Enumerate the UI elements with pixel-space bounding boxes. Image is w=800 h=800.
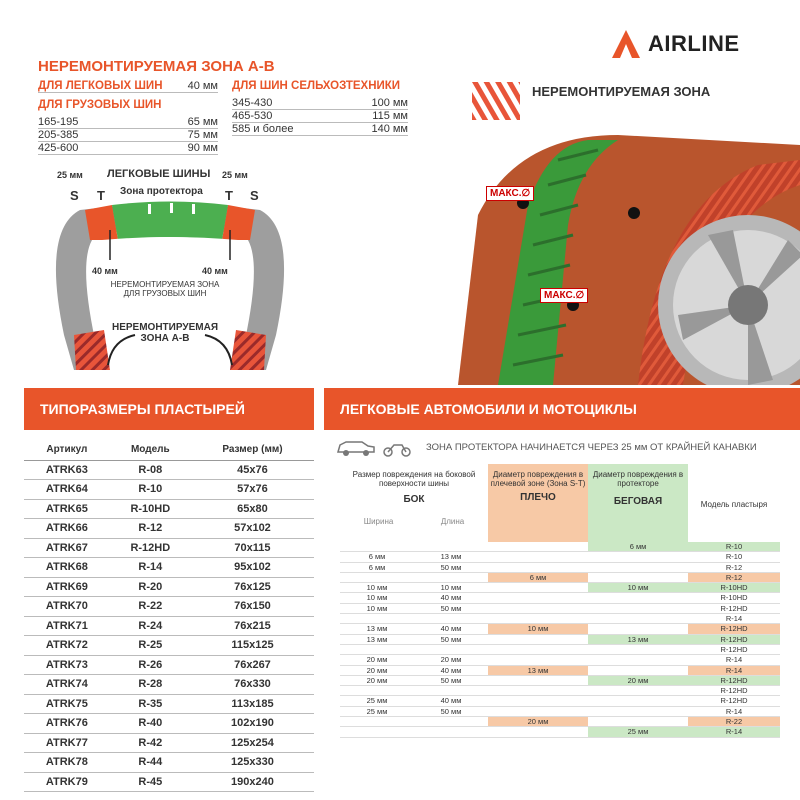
cell-t: 20 мм — [588, 676, 688, 685]
cell-article: ATRK70 — [24, 597, 110, 617]
agri-row: 345-430 100 мм — [232, 97, 408, 109]
cell-m: R-14 — [725, 655, 743, 665]
tread-zone-label: Зона протектора — [120, 186, 203, 197]
patch-row — [24, 655, 314, 675]
head-shoulder: Диаметр повреждения в плечевой зоне (Зона S-T) ПЛЕЧО — [488, 464, 588, 542]
cell-article: ATRK74 — [24, 675, 110, 695]
cell-w: 10 мм — [366, 593, 388, 603]
damage-row — [340, 655, 780, 665]
cell-article: ATRK73 — [24, 655, 110, 675]
cell-model: R-35 — [110, 694, 191, 714]
cell-size: 76x150 — [191, 597, 314, 617]
cell-s — [488, 593, 588, 602]
patch-row — [24, 772, 314, 792]
cell-model: R-45 — [110, 772, 191, 792]
cell-size: 76x267 — [191, 655, 314, 675]
cell-l — [414, 573, 488, 582]
cell-s — [488, 604, 588, 613]
cell-t: 25 мм — [588, 727, 688, 736]
cell-t — [588, 686, 688, 695]
truck-table — [38, 116, 218, 155]
airline-logo-icon — [610, 28, 642, 60]
patch-row — [24, 733, 314, 753]
cell-m: R-12HD — [720, 644, 748, 654]
cell-t — [588, 563, 688, 572]
cell-l: 40 мм — [440, 624, 462, 634]
cell-size: 190x240 — [191, 772, 314, 792]
damage-row — [340, 707, 780, 717]
cell-article: ATRK67 — [24, 538, 110, 558]
cell-s — [488, 727, 588, 736]
logo-text: AIRLINE — [648, 31, 740, 56]
cell-l — [414, 614, 488, 623]
patch-row — [24, 636, 314, 656]
cell-s — [488, 563, 588, 572]
truck-row: 425-600 90 мм — [38, 142, 218, 154]
cell-s: 6 мм — [488, 573, 588, 582]
cell-model: R-12 — [110, 519, 191, 539]
cell-l — [414, 717, 488, 726]
cell-w — [340, 645, 414, 654]
cell-w — [340, 573, 414, 582]
agri-row: 585 и более 140 мм — [232, 123, 408, 135]
cell-t — [588, 614, 688, 623]
cell-l: 50 мм — [440, 634, 462, 644]
shoulder-tag: ПЛЕЧО — [520, 492, 556, 503]
cell-w: 25 мм — [366, 706, 388, 716]
cell-m: R-10HD — [720, 593, 748, 603]
cell-m: R-12 — [688, 573, 780, 582]
cell-model: R-40 — [110, 714, 191, 734]
cell-model: R-42 — [110, 733, 191, 753]
cell-s — [488, 542, 588, 551]
patch-row — [24, 519, 314, 539]
passenger-value: 40 мм — [187, 80, 218, 92]
cell-s — [488, 645, 588, 654]
col-size: Размер (мм) — [191, 440, 314, 460]
tread-tag: БЕГОВАЯ — [613, 496, 663, 507]
cell-w: 20 мм — [366, 655, 388, 665]
cell-t — [588, 707, 688, 716]
cell-w: 6 мм — [368, 552, 386, 562]
cell-s — [488, 707, 588, 716]
max-label-1: МАКС.∅ — [486, 186, 534, 201]
cell-model: R-25 — [110, 636, 191, 656]
cell-w — [340, 542, 414, 551]
cell-s — [488, 583, 588, 592]
cell-l: 13 мм — [440, 552, 462, 562]
cell-model: R-12HD — [110, 538, 191, 558]
patch-row — [24, 616, 314, 636]
damage-row — [340, 573, 780, 583]
cell-s — [488, 676, 588, 685]
patch-sizes-table — [24, 440, 314, 792]
cell-m: R-14 — [725, 706, 743, 716]
mm40-left: 40 мм — [92, 266, 118, 276]
cell-article: ATRK71 — [24, 616, 110, 636]
cell-t — [588, 666, 688, 675]
cell-w — [340, 717, 414, 726]
cell-model: R-26 — [110, 655, 191, 675]
banner-patch-sizes: ТИПОРАЗМЕРЫ ПЛАСТЫРЕЙ — [24, 388, 314, 430]
cell-model: R-08 — [110, 460, 191, 480]
patch-row — [24, 753, 314, 773]
patch-row — [24, 460, 314, 480]
cell-t: 10 мм — [588, 583, 688, 592]
cell-w: 20 мм — [366, 665, 388, 675]
cell-t — [588, 593, 688, 602]
cell-article: ATRK77 — [24, 733, 110, 753]
cell-t — [588, 696, 688, 705]
cell-l: 50 мм — [440, 562, 462, 572]
cell-size: 76x215 — [191, 616, 314, 636]
passenger-label: ДЛЯ ЛЕГКОВЫХ ШИН — [38, 80, 163, 92]
cell-m: R-10HD — [688, 583, 780, 592]
cell-size: 115x125 — [191, 636, 314, 656]
cell-size: 76x125 — [191, 577, 314, 597]
cell-m: R-14 — [688, 727, 780, 736]
head-side: Размер повреждения на боковой поверхности шины БОК Ширина Длина — [340, 464, 488, 542]
cell-s — [488, 696, 588, 705]
cell-m: R-12HD — [688, 635, 780, 644]
cell-m: R-14 — [725, 614, 743, 624]
cell-model: R-28 — [110, 675, 191, 695]
truck-row: 205-385 75 мм — [38, 129, 218, 141]
cell-m: R-12HD — [720, 603, 748, 613]
cell-t — [588, 645, 688, 654]
cell-l: 20 мм — [440, 655, 462, 665]
damage-row — [340, 696, 780, 706]
cell-article: ATRK64 — [24, 480, 110, 500]
max-label-2: МАКС.∅ — [540, 288, 588, 303]
cell-model: R-44 — [110, 753, 191, 773]
damage-row — [340, 604, 780, 614]
damage-row — [340, 686, 780, 696]
cell-m: R-12 — [725, 562, 743, 572]
damage-row — [340, 666, 780, 676]
cell-article: ATRK68 — [24, 558, 110, 578]
cell-article: ATRK78 — [24, 753, 110, 773]
cell-t — [588, 624, 688, 633]
cell-t — [588, 552, 688, 561]
cell-w — [340, 614, 414, 623]
cell-size: 76x330 — [191, 675, 314, 695]
damage-table — [340, 464, 780, 782]
patch-row — [24, 499, 314, 519]
cell-size: 57x76 — [191, 480, 314, 500]
cell-l: 10 мм — [440, 583, 462, 593]
mm25-left: 25 мм — [57, 170, 83, 180]
damage-table-body — [340, 542, 780, 738]
s-left: S — [70, 188, 79, 203]
damage-row — [340, 593, 780, 603]
banner-passenger-moto: ЛЕГКОВЫЕ АВТОМОБИЛИ И МОТОЦИКЛЫ — [324, 388, 800, 430]
patch-row — [24, 480, 314, 500]
cell-s: 13 мм — [488, 666, 588, 675]
cell-s — [488, 686, 588, 695]
damage-row — [340, 614, 780, 624]
cell-m: R-12HD — [720, 686, 748, 696]
cell-size: 125x330 — [191, 753, 314, 773]
cell-s — [488, 614, 588, 623]
agri-table — [232, 97, 408, 136]
cell-l — [414, 542, 488, 551]
t-right: T — [225, 188, 233, 203]
cell-t — [588, 655, 688, 664]
cell-w: 10 мм — [366, 583, 388, 593]
damage-row — [340, 727, 780, 737]
cell-s — [488, 552, 588, 561]
cell-size: 70x115 — [191, 538, 314, 558]
cell-size: 65x80 — [191, 499, 314, 519]
s-right: S — [250, 188, 259, 203]
cell-article: ATRK66 — [24, 519, 110, 539]
cell-article: ATRK72 — [24, 636, 110, 656]
cell-m: R-12HD — [720, 696, 748, 706]
damage-row — [340, 583, 780, 593]
cell-s — [488, 635, 588, 644]
cell-t — [588, 717, 688, 726]
cell-w: 13 мм — [366, 634, 388, 644]
cell-w: 6 мм — [368, 562, 386, 572]
damage-row — [340, 635, 780, 645]
patch-row — [24, 577, 314, 597]
cell-l: 50 мм — [440, 706, 462, 716]
passenger-title: ЛЕГКОВЫЕ ШИНЫ — [107, 168, 211, 180]
cell-l: 40 мм — [440, 665, 462, 675]
cell-w — [340, 727, 414, 736]
cell-t: 13 мм — [588, 635, 688, 644]
cell-s: 10 мм — [488, 624, 588, 633]
cell-w: 13 мм — [366, 624, 388, 634]
mm40-right: 40 мм — [202, 266, 228, 276]
cell-l — [414, 686, 488, 695]
damage-row — [340, 645, 780, 655]
cell-size: 102x190 — [191, 714, 314, 734]
cell-article: ATRK63 — [24, 460, 110, 480]
car-moto-icon — [336, 436, 412, 458]
cell-article: ATRK69 — [24, 577, 110, 597]
patch-row — [24, 538, 314, 558]
cell-article: ATRK76 — [24, 714, 110, 734]
cell-w: 20 мм — [366, 675, 388, 685]
col-article: Артикул — [24, 440, 110, 460]
cell-m: R-12HD — [688, 624, 780, 633]
nonrepair-legend-swatch — [472, 82, 520, 120]
damage-row — [340, 552, 780, 562]
cell-size: 113x185 — [191, 694, 314, 714]
cell-article: ATRK65 — [24, 499, 110, 519]
mm25-right: 25 мм — [222, 170, 248, 180]
cell-model: R-22 — [110, 597, 191, 617]
truck-label: ДЛЯ ГРУЗОВЫХ ШИН — [38, 99, 162, 111]
cell-t — [588, 573, 688, 582]
tire-illustration — [458, 125, 800, 385]
passenger-row — [38, 80, 218, 93]
cell-model: R-20 — [110, 577, 191, 597]
t-left: T — [97, 188, 105, 203]
cell-l: 50 мм — [440, 603, 462, 613]
damage-row — [340, 676, 780, 686]
patch-row — [24, 558, 314, 578]
truck-zone-label: НЕРЕМОНТИРУЕМАЯ ЗОНА ДЛЯ ГРУЗОВЫХ ШИН — [110, 280, 220, 298]
cell-article: ATRK79 — [24, 772, 110, 792]
damage-row — [340, 717, 780, 727]
right-note: ЗОНА ПРОТЕКТОРА НАЧИНАЕТСЯ ЧЕРЕЗ 25 мм ОТ КРАЙНЕЙ КАНАВКИ — [426, 442, 757, 453]
nonrepair-ab-label: НЕРЕМОНТИРУЕМАЯ ЗОНА А-В — [111, 322, 219, 344]
agri-label: ДЛЯ ШИН СЕЛЬХОЗТЕХНИКИ — [232, 80, 401, 92]
cell-l: 50 мм — [440, 675, 462, 685]
truck-row: 165-195 65 мм — [38, 116, 218, 128]
cell-l — [414, 645, 488, 654]
cell-model: R-24 — [110, 616, 191, 636]
length-col: Длина — [440, 517, 465, 526]
cell-size: 57x102 — [191, 519, 314, 539]
cell-size: 95x102 — [191, 558, 314, 578]
cell-l: 40 мм — [440, 593, 462, 603]
cell-t: 6 мм — [588, 542, 688, 551]
head-model: Модель пластыря — [700, 500, 768, 509]
cell-w: 10 мм — [366, 603, 388, 613]
cell-w — [340, 686, 414, 695]
damage-row — [340, 563, 780, 573]
cell-s — [488, 655, 588, 664]
agri-row: 465-530 115 мм — [232, 110, 408, 122]
airline-logo — [610, 26, 780, 62]
cell-size: 45x76 — [191, 460, 314, 480]
patch-row — [24, 597, 314, 617]
cell-m: R-14 — [688, 666, 780, 675]
head-tread: Диаметр повреждения в протекторе БЕГОВАЯ — [588, 464, 688, 542]
col-model: Модель — [110, 440, 191, 460]
patch-row — [24, 675, 314, 695]
cell-s: 20 мм — [488, 717, 588, 726]
width-col: Ширина — [363, 517, 394, 526]
cell-t — [588, 604, 688, 613]
cell-article: ATRK75 — [24, 694, 110, 714]
patch-sizes-body — [24, 460, 314, 792]
cell-m: R-10 — [688, 542, 780, 551]
cell-l: 40 мм — [440, 696, 462, 706]
legend-text: НЕРЕМОНТИРУЕМАЯ ЗОНА — [532, 84, 711, 99]
cell-l — [414, 727, 488, 736]
patch-row — [24, 714, 314, 734]
zone-title: НЕРЕМОНТИРУЕМАЯ ЗОНА А-В — [38, 58, 275, 75]
damage-row — [340, 624, 780, 634]
damage-row — [340, 542, 780, 552]
cell-model: R-10HD — [110, 499, 191, 519]
cell-m: R-12HD — [688, 676, 780, 685]
patch-row — [24, 694, 314, 714]
cell-model: R-14 — [110, 558, 191, 578]
cell-m: R-22 — [688, 717, 780, 726]
cell-m: R-10 — [725, 552, 743, 562]
cell-model: R-10 — [110, 480, 191, 500]
cell-w: 25 мм — [366, 696, 388, 706]
side-tag: БОК — [403, 494, 425, 505]
cell-size: 125x254 — [191, 733, 314, 753]
